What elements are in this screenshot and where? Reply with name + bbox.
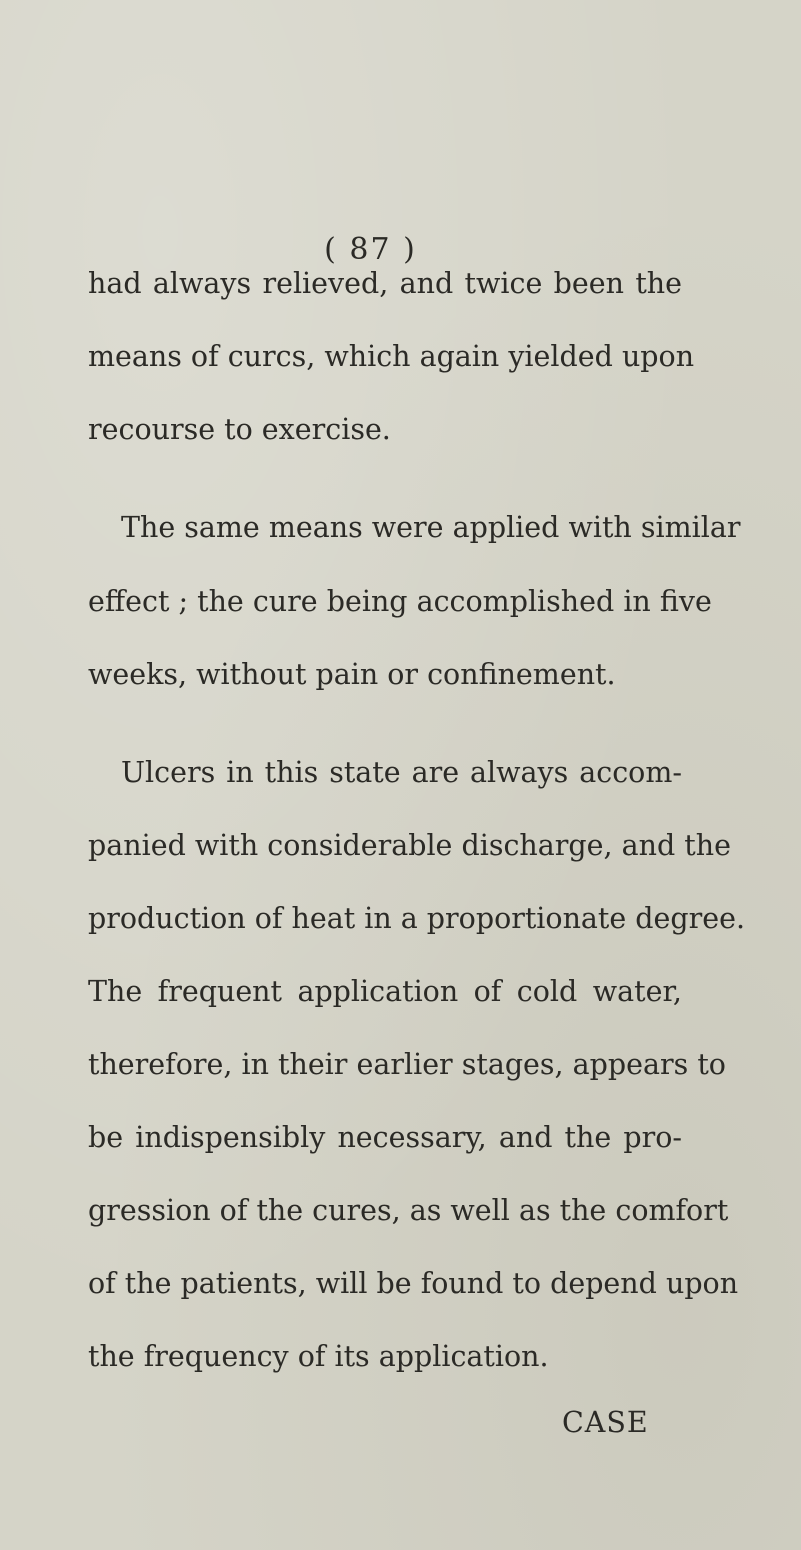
paragraph-1-line-1: had always relieved, and twice been the [88,267,682,300]
paragraph-3-line-6: be indispensibly necessary, and the pro- [88,1121,682,1154]
catchword: CASE [562,1406,649,1439]
paragraph-3-line-1: Ulcers in this state are always accom- [121,756,682,789]
paragraph-3-line-5: therefore, in their earlier stages, appears to [88,1048,726,1081]
paragraph-3-line-4: The frequent application of cold water, [88,975,682,1008]
paragraph-3-line-8: of the patients, will be found to depend upon [88,1267,739,1300]
paragraph-3-line-7: gression of the cures, as well as the comfort [88,1194,729,1227]
paragraph-2-line-2: effect ; the cure being accomplished in five [88,585,712,618]
paragraph-3-line-3: production of heat in a proportionate degree. [88,902,746,935]
paragraph-3-line-9: the frequency of its application. [88,1340,549,1373]
paragraph-1-line-3: recourse to exercise. [88,413,391,446]
paragraph-3-line-2: panied with considerable discharge, and the [88,829,731,862]
paragraph-1-line-2: means of curcs, which again yielded upon [88,340,695,373]
paragraph-2-line-3: weeks, without pain or confinement. [88,658,616,691]
page-number: ( 87 ) [324,232,417,267]
paragraph-2-line-1: The same means were applied with similar [121,511,741,544]
